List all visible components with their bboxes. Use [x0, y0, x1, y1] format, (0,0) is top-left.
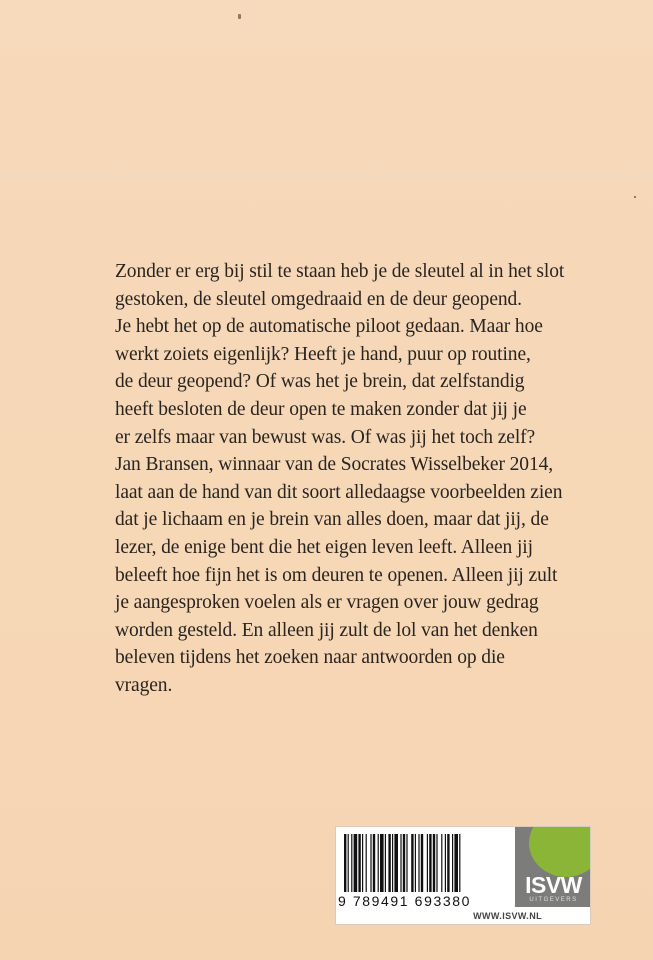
- barcode-bar: [415, 834, 416, 892]
- blurb-line: Jan Bransen, winnaar van de Socrates Wisselbeker 2014,: [115, 454, 554, 476]
- blurb-line: lezer, de enige bent die het eigen leven leeft. Alleen jij: [115, 536, 533, 558]
- barcode-bar: [403, 834, 405, 892]
- blurb-line: heeft besloten de deur open te maken zonder dat jij je: [115, 398, 527, 420]
- barcode-block: [336, 827, 590, 924]
- blurb-text: [115, 258, 635, 700]
- barcode-bar: [452, 834, 453, 892]
- publisher-logo: [515, 827, 590, 907]
- logo-wordmark: ISVW: [525, 872, 582, 898]
- barcode-bar: [354, 834, 358, 892]
- barcode-bar: [370, 834, 371, 892]
- barcode-bar: [388, 834, 390, 892]
- isbn-number: 9 789491 693380: [338, 893, 471, 909]
- logo-subtext: UITGEVERS: [529, 897, 578, 903]
- barcode-bar: [344, 834, 346, 892]
- barcode-bar: [400, 834, 401, 892]
- print-speck: [634, 196, 636, 198]
- blurb-line: beleeft hoe fijn het is om deuren te openen. Alleen jij zult: [115, 564, 558, 586]
- barcode-bar: [366, 834, 367, 892]
- barcode-bar: [378, 834, 379, 892]
- barcode-bar: [411, 834, 413, 892]
- barcode-bar: [421, 834, 423, 892]
- blurb-line: de deur geopend? Of was het je brein, dat zelfstandig: [115, 371, 525, 393]
- barcode-bar: [380, 834, 384, 892]
- barcode-bar: [358, 834, 360, 892]
- barcode-image: [342, 834, 514, 892]
- blurb-line: dat je lichaam en je brein van alles doen, maar dat jij, de: [115, 509, 549, 531]
- barcode-bar: [418, 834, 419, 892]
- blurb-line: je aangesproken voelen als er vragen over jouw gedrag: [115, 592, 539, 614]
- barcode-bar: [362, 834, 363, 892]
- blurb-line: Zonder er erg bij stil te staan heb je de sleutel al in het slot: [115, 261, 565, 282]
- print-speck: [238, 14, 241, 19]
- blurb-line: gestoken, de sleutel omgedraaid en de deur geopend.: [115, 288, 522, 310]
- barcode-bar: [351, 834, 352, 892]
- publisher-website: WWW.ISVW.NL: [336, 909, 590, 924]
- barcode-bar: [447, 834, 449, 892]
- blurb-line: laat aan de hand van dit soort alledaagse voorbeelden zien: [115, 481, 563, 503]
- barcode-bar: [441, 834, 442, 892]
- barcode-bar: [373, 834, 375, 892]
- barcode-bar: [429, 834, 431, 892]
- barcode-bar: [433, 834, 435, 892]
- barcode-bar: [348, 834, 349, 892]
- blurb-line: Je hebt het op de automatische piloot gedaan. Maar hoe: [115, 316, 543, 338]
- barcode-bar: [392, 834, 393, 892]
- blurb-line: er zelfs maar van bewust was. Of was jij het toch zelf?: [115, 426, 536, 448]
- barcode-bar: [406, 834, 407, 892]
- barcode-bar: [436, 834, 437, 892]
- barcode-bar: [427, 834, 428, 892]
- barcode-bar: [385, 834, 386, 892]
- blurb-line: vragen.: [115, 674, 173, 696]
- blurb-line: worden gesteld. En alleen jij zult de lol van het denken: [115, 619, 538, 641]
- blurb-line: beleven tijdens het zoeken naar antwoorden op die: [115, 647, 505, 669]
- blurb-line: werkt zoiets eigenlijk? Heeft je hand, puur op routine,: [115, 343, 531, 365]
- barcode-bar: [445, 834, 446, 892]
- barcode-bar: [394, 834, 398, 892]
- barcode-bar: [459, 834, 460, 892]
- barcode-bar: [454, 834, 458, 892]
